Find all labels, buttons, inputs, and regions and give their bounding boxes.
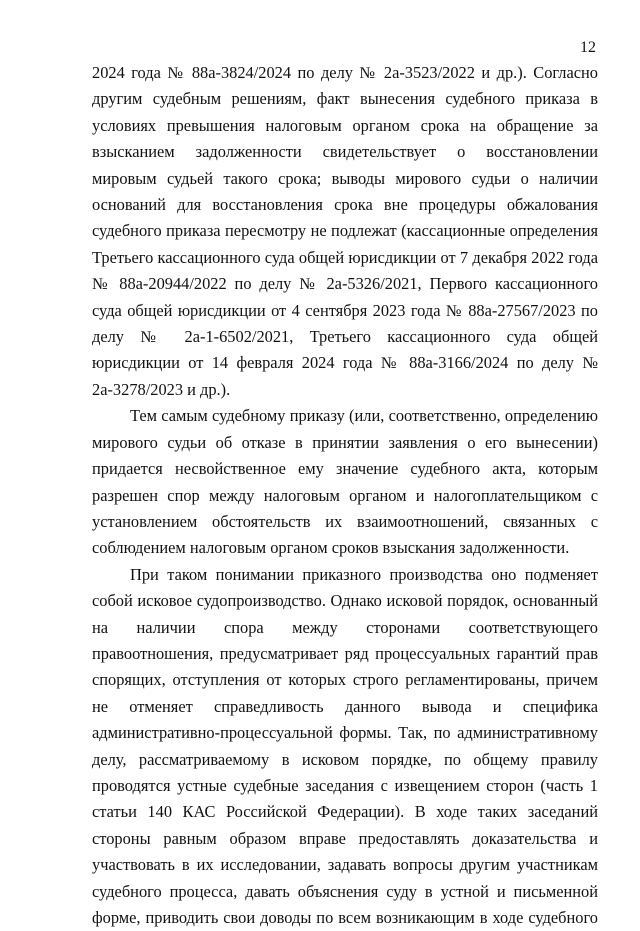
page-number: 12 [580,39,596,56]
paragraph-judicial-order-meaning: Тем самым судебному приказу (или, соответственно, определению мирового судьи об отказе в принятии заявления о его вынесении) придается несвойственное ему значение судебного акта, которым разрешен спор между налоговым органом и налогоплательщиком с установлением обстоятельств их взаимоотношений, связанных с соблюдением налоговым органом сроков взыскания задолженности. [92,406,598,558]
paragraph-claim-proceedings: При таком понимании приказного производства оно подменяет собой исковое судопроизводство. Однако исковой порядок, основанный на наличии спора между сторонами соответствующего правоотношения, предусматривает ряд процессуальных гарантий прав спорящих, отступления от которых строго регламентированы, причем не отменяет справедливость данного вывода и специфика административно-процессуальной формы. Так, по административному делу, рассматриваемому в исковом порядке, по общему правилу проводятся устные судебные заседания с извещением сторон (часть 1 статьи 140 КАС Российской Федерации). В ходе таких заседаний стороны равным образом вправе предоставлять доказательства и участвовать в их исследовании, задавать вопросы другим участникам судебного процесса, давать объяснения суду в устной и письменной форме, приводить свои доводы по всем возникающим в ходе судебного [92,564,598,927]
document-body [92,60,598,931]
paragraph-continued: 2024 года № 88а-3824/2024 по делу № 2а-3523/2022 и др.). Согласно другим судебным решениям, факт вынесения судебного приказа в условиях превышения налоговым органом срока на обращение за взысканием задолженности свидетельствует о восстановлении мировым судьей такого срока; выводы мирового судьи о наличии оснований для восстановления срока вне процедуры обжалования судебного приказа пересмотру не подлежат (кассационные определения Третьего кассационного суда общей юрисдикции от 7 декабря 2022 года № 88а-20944/2022 по делу № 2а-5326/2021, Первого кассационного суда общей юрисдикции от 4 сентября 2023 года № 88а-27567/2023 по делу № 2а-1-6502/2021, Третьего кассационного суда общей юрисдикции от 14 февраля 2024 года № 88а-3166/2024 по делу № 2а-3278/2023 и др.). [92,63,598,399]
